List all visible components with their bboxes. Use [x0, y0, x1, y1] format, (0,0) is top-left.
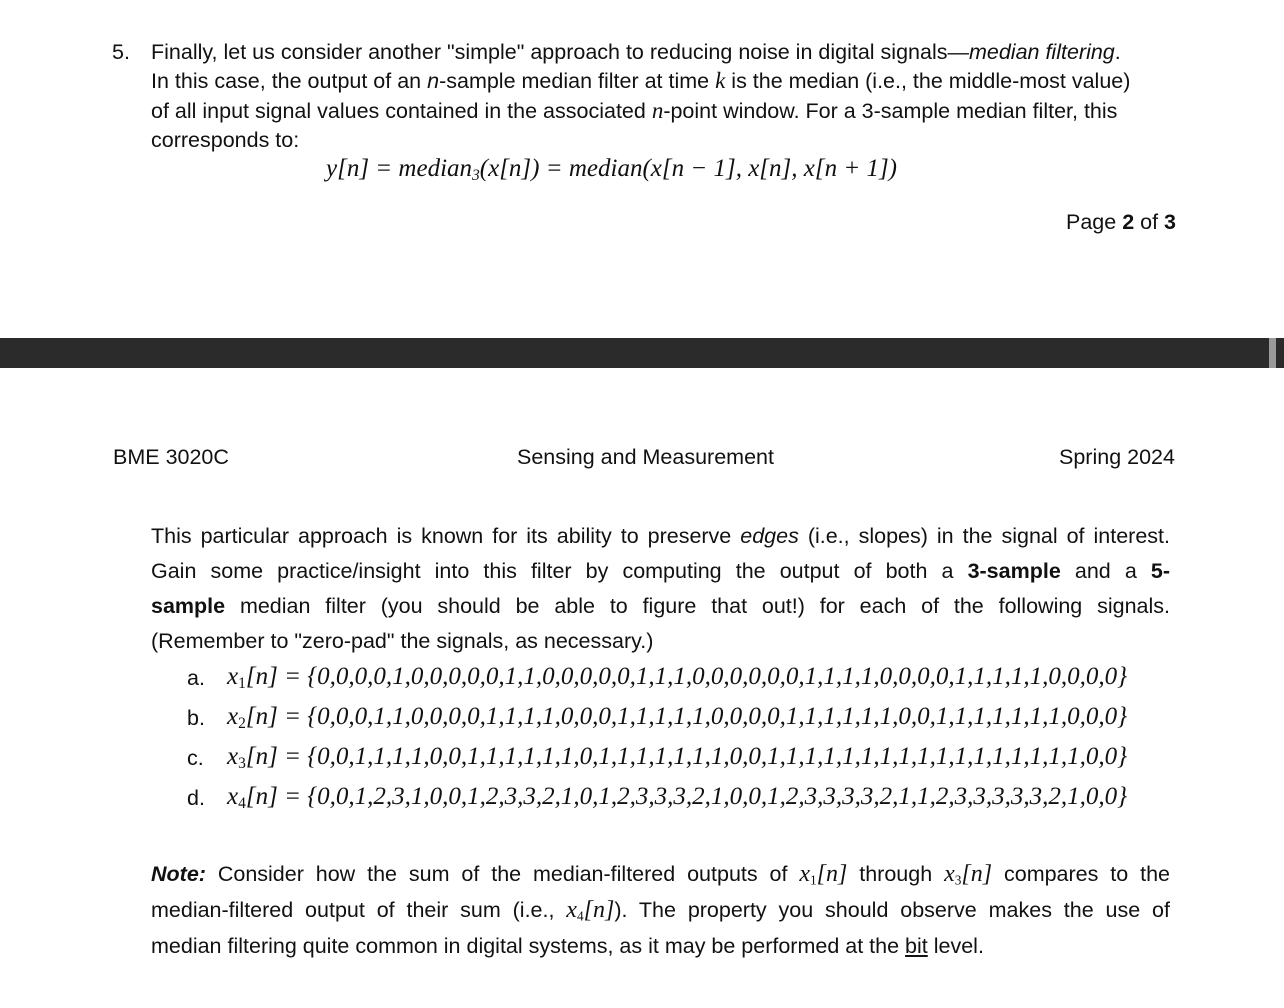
body-line-2: Gain some practice/insight into this filter by computing the output of both a 3-sample and a 5- [151, 559, 1170, 583]
problem-number: 5. [112, 40, 130, 64]
body-line-4: (Remember to "zero-pad" the signals, as necessary.) [151, 629, 654, 653]
note-line-2: median-filtered output of their sum (i.e., $x_4[n]$). The property you should observe makes the use of [151, 897, 1170, 924]
note-paragraph [151, 856, 1170, 964]
page-number: Page 2 of 3 [1066, 210, 1177, 234]
problem-line-2: In this case, the output of an n-sample median filter at time k is the median (i.e., the middle-most value) [151, 68, 1131, 93]
course-code: BME 3020C [113, 445, 229, 469]
note-line-1: Note: Consider how the sum of the median-filtered outputs of $x_1[n]$ through $x_3[n]$ compares to the [151, 861, 1170, 888]
median-filtering-term: median filtering [968, 40, 1115, 64]
median-equation: y[n] = median$_3$(x[n]) = median(x[n − 1], x[n], x[n + 1]) [326, 155, 898, 184]
problem-line-1: Finally, let us consider another "simple" approach to reducing noise in digital signals—median filtering. [151, 40, 1121, 64]
problem-line-3: of all input signal values contained in the associated n-point window. For a 3-sample median filter, this [151, 98, 1118, 123]
body-line-3: sample median filter (you should be able to figure that out!) for each of the following signals. [151, 594, 1170, 618]
page-separator [0, 338, 1284, 368]
problem-line-4: corresponds to: [151, 128, 300, 152]
term-label: Spring 2024 [1059, 445, 1175, 469]
body-line-1: This particular approach is known for its ability to preserve edges (i.e., slopes) in the signal of interest. [151, 524, 1170, 548]
course-title: Sensing and Measurement [517, 445, 774, 469]
page-separator-tab [1269, 338, 1276, 368]
body-paragraph [151, 519, 1170, 659]
bit-term: bit [905, 934, 928, 958]
note-line-3: median filtering quite common in digital systems, as it may be performed at the bit level. [151, 934, 984, 958]
